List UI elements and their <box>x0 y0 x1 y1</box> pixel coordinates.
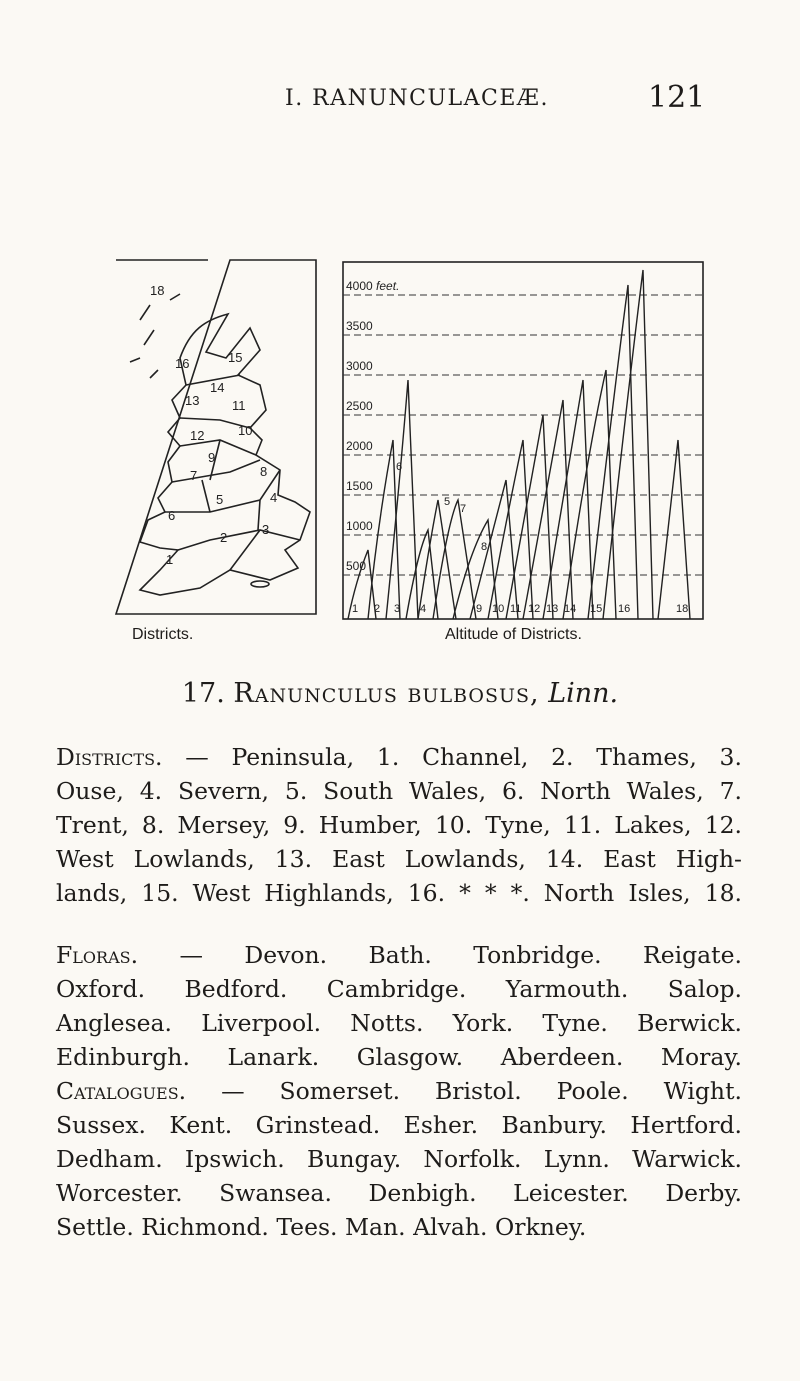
districts-line: Ouse, 4. Severn, 5. South Wales, 6. North Wales, 7. <box>56 777 742 805</box>
peak-16 <box>603 270 653 619</box>
altitude-label-4000: 4000 feet. <box>346 279 400 293</box>
peak-11 <box>506 415 553 619</box>
districts-paragraph <box>56 740 742 910</box>
floras-line: Anglesea. Liverpool. Notts. York. Tyne. Berwick. <box>56 1009 742 1037</box>
map-label-2: 2 <box>220 530 228 545</box>
district-map <box>110 250 320 620</box>
district-number-18: 18 <box>676 603 689 615</box>
district-number-8: 8 <box>481 541 488 553</box>
districts-caption: Districts. <box>132 626 194 643</box>
map-label-12: 12 <box>190 428 205 443</box>
district-number-13: 13 <box>546 603 559 615</box>
altitude-diagram <box>338 250 708 620</box>
floras-paragraph <box>56 938 742 1244</box>
peak-5 <box>418 500 456 619</box>
figure-plate <box>110 250 710 650</box>
district-number-14: 14 <box>564 603 577 615</box>
running-title: I. RANUNCULACEÆ. <box>285 86 549 111</box>
altitude-label-3000: 3000 <box>346 359 373 373</box>
district-number-16: 16 <box>618 603 631 615</box>
species-title <box>0 678 800 709</box>
district-number-6: 6 <box>396 461 403 473</box>
catalogues-line: Dedham. Ipswich. Bungay. Norfolk. Lynn. Warwick. <box>56 1145 742 1173</box>
district-number-15: 15 <box>590 603 603 615</box>
catalogues-line: Worcester. Swansea. Denbigh. Leicester. Derby. <box>56 1179 742 1207</box>
districts-label: Districts. <box>56 743 163 771</box>
floras-line: Oxford. Bedford. Cambridge. Yarmouth. Salop. <box>56 975 742 1003</box>
districts-line: Trent, 8. Mersey, 9. Humber, 10. Tyne, 11. Lakes, 12. <box>56 811 742 839</box>
map-frame <box>116 260 316 614</box>
map-label-1: 1 <box>166 552 174 567</box>
district-number-3: 3 <box>394 603 401 615</box>
map-label-11: 11 <box>232 398 246 413</box>
altitude-label-2500: 2500 <box>346 399 373 413</box>
district-number-7: 7 <box>460 503 467 515</box>
district-number-5: 5 <box>444 496 451 508</box>
map-label-9: 9 <box>208 450 216 465</box>
species-authority: Linn. <box>548 678 619 709</box>
district-number-11: 11 <box>510 603 522 615</box>
map-label-5: 5 <box>216 492 224 507</box>
district-number-4: 4 <box>420 603 427 615</box>
altitude-label-3500: 3500 <box>346 319 373 333</box>
isle-of-wight <box>251 581 269 587</box>
floras-line: Floras. — Devon. Bath. Tonbridge. Reigate. <box>56 941 742 969</box>
altitude-caption: Altitude of Districts. <box>445 626 582 643</box>
map-label-13: 13 <box>185 393 200 408</box>
peak-7 <box>433 500 476 619</box>
peak-18 <box>658 440 690 619</box>
catalogues-line: Sussex. Kent. Grinstead. Esher. Banbury. Hertford. <box>56 1111 742 1139</box>
map-label-10: 10 <box>238 423 253 438</box>
district-number-2: 2 <box>374 603 381 615</box>
page-number: 121 <box>648 80 706 115</box>
map-label-8: 8 <box>260 464 268 479</box>
catalogues-line: Settle. Richmond. Tees. Man. Alvah. Orkney. <box>56 1213 587 1241</box>
map-label-14: 14 <box>210 380 225 395</box>
map-label-16: 16 <box>175 356 190 371</box>
catalogues-line: Catalogues. — Somerset. Bristol. Poole. Wight. <box>56 1077 742 1105</box>
altitude-label-1500: 1500 <box>346 479 373 493</box>
map-label-7: 7 <box>190 468 198 483</box>
district-number-12: 12 <box>528 603 541 615</box>
islands <box>130 294 180 378</box>
floras-label: Floras. <box>56 941 139 969</box>
map-label-6: 6 <box>168 508 176 523</box>
districts-line: lands, 15. West Highlands, 16. * * *. North Isles, 18. <box>56 879 742 907</box>
map-label-3: 3 <box>262 522 270 537</box>
district-number-1: 1 <box>352 603 359 615</box>
altitude-label-2000: 2000 <box>346 439 373 453</box>
catalogues-label: Catalogues. <box>56 1077 187 1105</box>
map-label-4: 4 <box>270 490 278 505</box>
altitude-label-1000: 1000 <box>346 519 373 533</box>
species-name: Ranunculus bulbosus, <box>233 678 540 709</box>
species-number: 17. <box>181 678 225 709</box>
altitude-label-500: 500 <box>346 559 367 573</box>
districts-line: West Lowlands, 13. East Lowlands, 14. East High- <box>56 845 742 873</box>
map-label-18: 18 <box>150 283 165 298</box>
map-label-15: 15 <box>228 350 243 365</box>
districts-line: Districts. — Peninsula, 1. Channel, 2. Thames, 3. <box>56 743 742 771</box>
district-number-9: 9 <box>476 603 483 615</box>
district-number-10: 10 <box>492 603 505 615</box>
floras-line: Edinburgh. Lanark. Glasgow. Aberdeen. Moray. <box>56 1043 742 1071</box>
running-head <box>0 80 800 120</box>
